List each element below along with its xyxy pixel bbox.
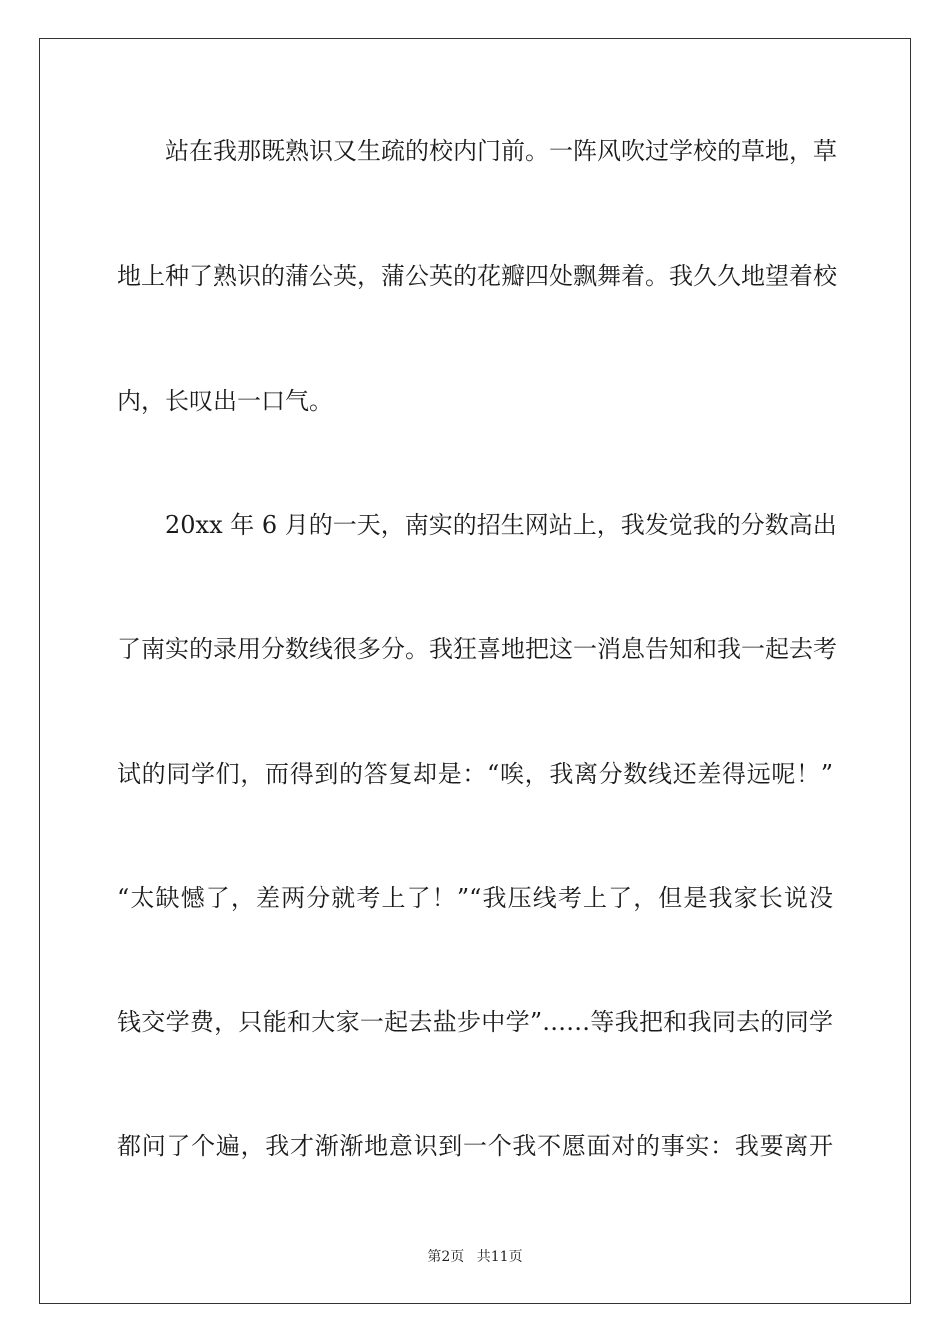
paragraph-2-line-4: “太缺憾了，差两分就考上了！”“我压线考上了，但是我家长说没 <box>117 884 833 912</box>
paragraph-1-line-1: 站在我那既熟识又生疏的校内门前。一阵风吹过学校的草地，草 <box>165 137 837 165</box>
page-number: 第2页 <box>427 1249 465 1265</box>
paragraph-2-line-5: 钱交学费，只能和大家一起去盐步中学”……等我把和我同去的同学 <box>117 1008 833 1036</box>
paragraph-2-line-2: 了南实的录用分数线很多分。我狂喜地把这一消息告知和我一起去考 <box>117 635 837 663</box>
paragraph-1-line-2: 地上种了熟识的蒲公英，蒲公英的花瓣四处飘舞着。我久久地望着校 <box>117 262 837 290</box>
paragraph-2-line-1: 20xx 年 6 月的一天，南实的招生网站上，我发觉我的分数高出 <box>165 511 837 539</box>
page-total: 共11页 <box>476 1249 523 1265</box>
paragraph-2-line-3: 试的同学们，而得到的答复却是：“唉，我离分数线还差得远呢！” <box>117 760 833 788</box>
page-footer <box>0 1248 950 1266</box>
paragraph-2-line-6: 都问了个遍，我才渐渐地意识到一个我不愿面对的事实：我要离开 <box>117 1132 833 1160</box>
paragraph-1-line-3: 内，长叹出一口气。 <box>117 387 333 415</box>
page-border <box>39 38 911 1304</box>
